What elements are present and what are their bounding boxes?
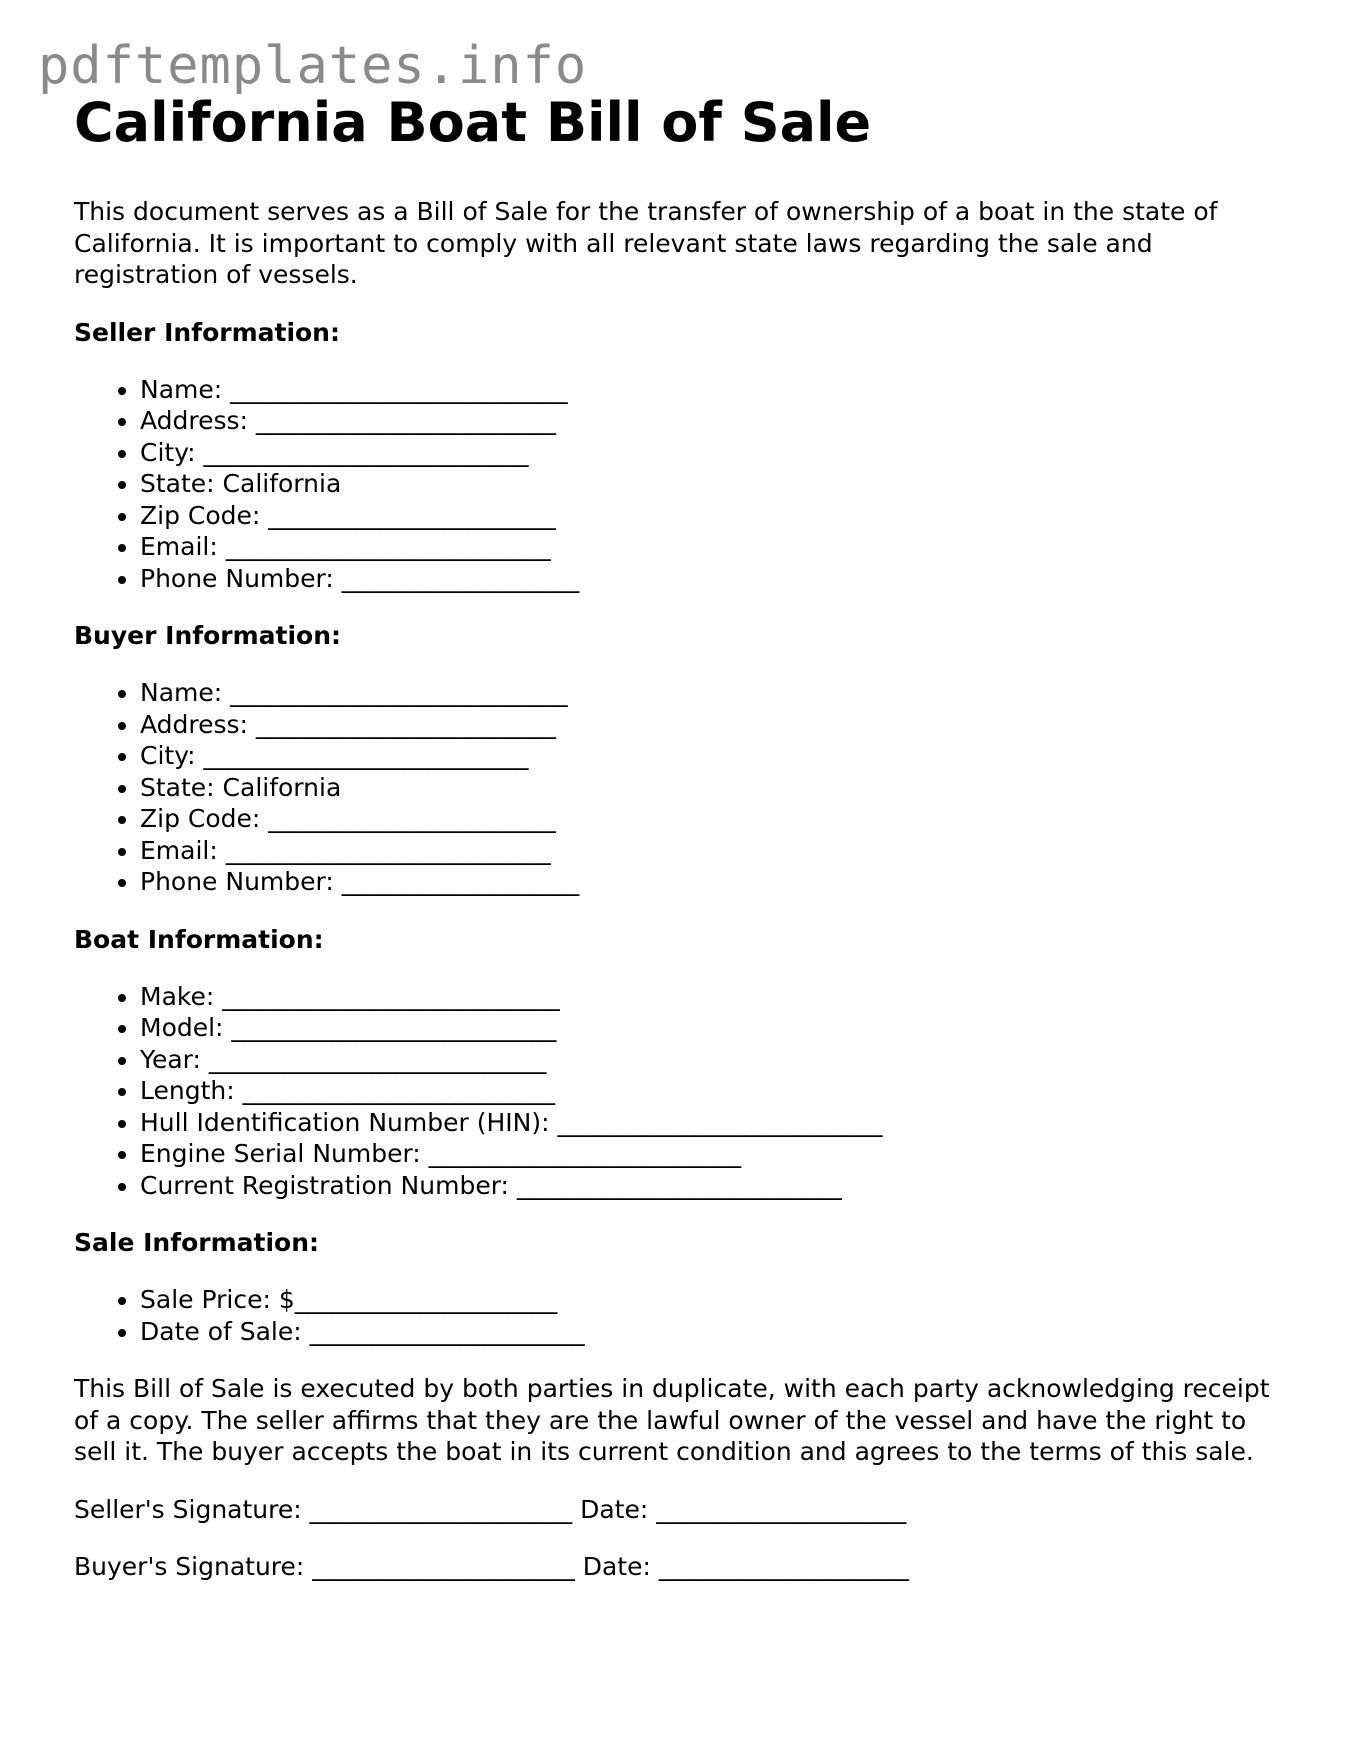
buyer-city-field: • City: __________________________: [140, 740, 1274, 772]
seller-city-field: • City: __________________________: [140, 437, 1274, 469]
seller-phone-field: • Phone Number: ___________________: [140, 563, 1274, 595]
boat-length-field: • Length: _________________________: [140, 1075, 1274, 1107]
buyer-section-heading: Buyer Information:: [74, 621, 342, 651]
buyer-signature-line: Buyer's Signature: _____________________ Date: ____________________: [74, 1552, 909, 1582]
buyer-state-field: • State: California: [140, 772, 1274, 804]
boat-info-list: [74, 981, 1274, 1202]
buyer-address-field: • Address: ________________________: [140, 709, 1274, 741]
buyer-email-field: • Email: __________________________: [140, 835, 1274, 867]
document-page: [74, 92, 1274, 1583]
boat-hin-field: • Hull Identification Number (HIN): __________________________: [140, 1107, 1274, 1139]
seller-signature-line: Seller's Signature: _____________________ Date: ____________________: [74, 1494, 907, 1524]
sale-price-field: • Sale Price: $_____________________: [140, 1284, 1274, 1316]
seller-section-heading: Seller Information:: [74, 317, 340, 347]
seller-email-field: • Email: __________________________: [140, 531, 1274, 563]
boat-year-field: • Year: ___________________________: [140, 1044, 1274, 1076]
seller-address-field: • Address: ________________________: [140, 405, 1274, 437]
buyer-info-list: [74, 677, 1274, 898]
document-title: California Boat Bill of Sale: [74, 91, 872, 154]
seller-state-field: • State: California: [140, 468, 1274, 500]
sale-info-list: [74, 1284, 1274, 1347]
boat-section-heading: Boat Information:: [74, 924, 324, 954]
buyer-zip-field: • Zip Code: _______________________: [140, 803, 1274, 835]
watermark: pdftemplates.info: [38, 36, 588, 96]
buyer-name-field: • Name: ___________________________: [140, 677, 1274, 709]
boat-make-field: • Make: ___________________________: [140, 981, 1274, 1013]
boat-model-field: • Model: __________________________: [140, 1012, 1274, 1044]
sale-section-heading: Sale Information:: [74, 1228, 319, 1258]
sale-date-field: • Date of Sale: ______________________: [140, 1316, 1274, 1348]
closing-paragraph: This Bill of Sale is executed by both parties in duplicate, with each party acknowledging receipt of a copy. The seller affirms that they are the lawful owner of the vessel and have the right to sell it. The buyer accepts the boat in its current condition and agrees to the terms of this sale.: [74, 1374, 1270, 1467]
seller-info-list: [74, 374, 1274, 595]
seller-zip-field: • Zip Code: _______________________: [140, 500, 1274, 532]
boat-engine-serial-field: • Engine Serial Number: _________________________: [140, 1138, 1274, 1170]
seller-name-field: • Name: ___________________________: [140, 374, 1274, 406]
boat-registration-field: • Current Registration Number: __________________________: [140, 1170, 1274, 1202]
buyer-phone-field: • Phone Number: ___________________: [140, 866, 1274, 898]
intro-paragraph: This document serves as a Bill of Sale for the transfer of ownership of a boat in the state of California. It is important to comply with all relevant state laws regarding the sale and registration of vessels.: [74, 197, 1218, 290]
